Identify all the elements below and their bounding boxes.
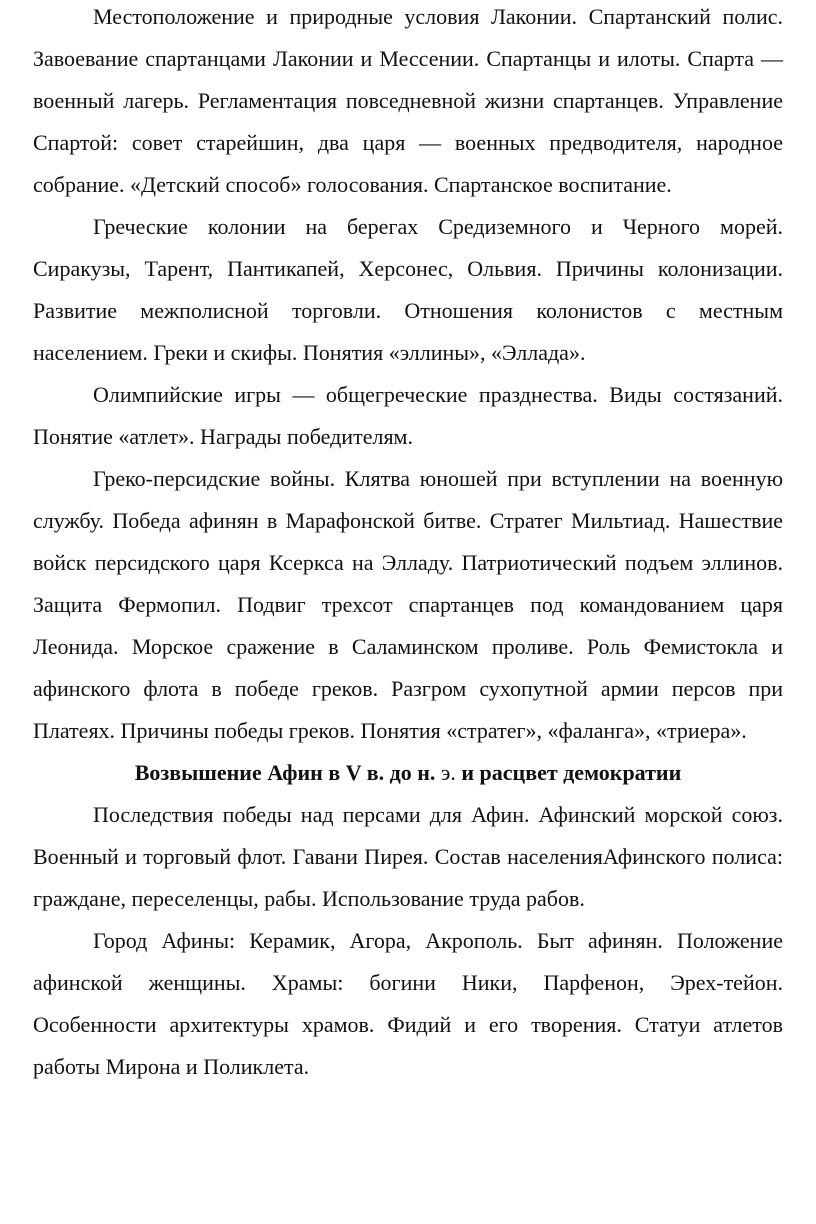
paragraph-sparta: Местоположение и природные условия Лаконии. Спартанский полис. Завоевание спартанцами Лаконии и Мессении. Спартанцы и илоты. Спарта — военный лагерь. Регламентация повседневной жизни спартанцев. Управление Спартой: совет старейшин, два царя — военных предводителя, народное собрание. «Детский способ» голосования. Спартанское воспитание.	[33, 4, 783, 197]
section-heading-part3: и расцвет демократии	[461, 760, 682, 785]
paragraph-colonies: Греческие колонии на берегах Средиземного и Черного морей. Сиракузы, Тарент, Пантикапей, Херсонес, Ольвия. Причины колонизации. Развитие межполисной торговли. Отношения колонистов с местным населением. Греки и скифы. Понятия «эллины», «Эллада».	[33, 214, 783, 365]
paragraph-olympic-games: Олимпийские игры — общегреческие празднества. Виды состязаний. Понятие «атлет». Награды победителям.	[33, 382, 783, 449]
paragraph-city-athens: Город Афины: Керамик, Агора, Акрополь. Быт афинян. Положение афинской женщины. Храмы: богини Ники, Парфенон, Эрех-тейон. Особенности архитектуры храмов. Фидий и его творения. Статуи атлетов работы Мирона и Поликлета.	[33, 928, 783, 1079]
section-heading-part2: э.	[440, 760, 456, 785]
section-heading-part1: Возвышение Афин в V в. до н.	[134, 760, 436, 785]
section-heading	[33, 752, 783, 794]
paragraph-greco-persian-wars: Греко-персидские войны. Клятва юношей при вступлении на военную службу. Победа афинян в Марафонской битве. Стратег Мильтиад. Нашествие войск персидского царя Ксеркса на Элладу. Патриотический подъем эллинов. Защита Фермопил. Подвиг трехсот спартанцев под командованием царя Леонида. Морское сражение в Саламинском проливе. Роль Фемистокла и афинского флота в победе греков. Разгром сухопутной армии персов при Платеях. Причины победы греков. Понятия «стратег», «фаланга», «триера».	[33, 466, 783, 743]
paragraph-athenian-union: Последствия победы над персами для Афин. Афинский морской союз. Военный и торговый флот. Гавани Пирея. Состав населенияАфинского полиса: граждане, переселенцы, рабы. Использование труда рабов.	[33, 802, 783, 911]
